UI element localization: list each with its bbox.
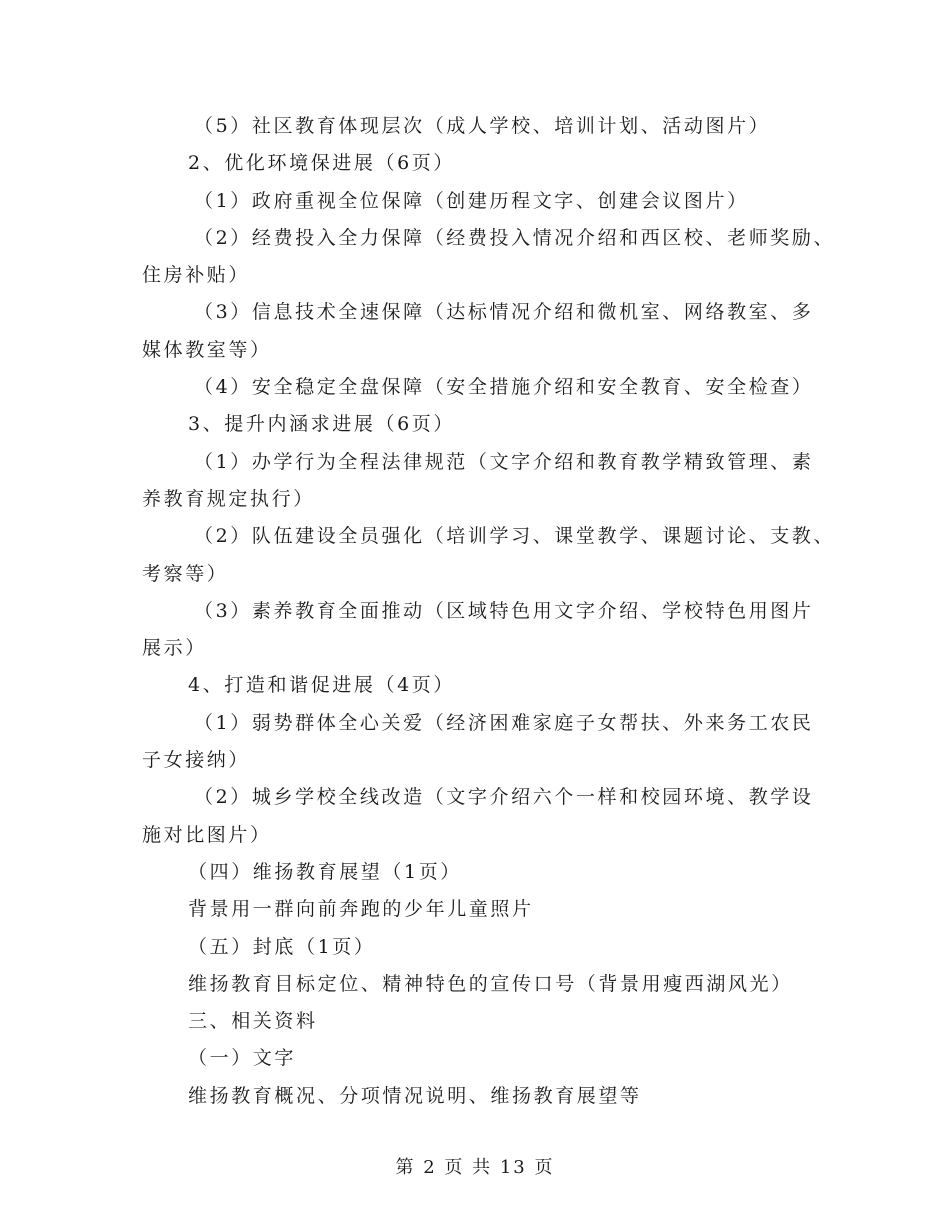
body-line: 维扬教育目标定位、精神特色的宣传口号（背景用瘦西湖风光） (188, 972, 793, 995)
section-heading: （五）封底（1页） (188, 935, 376, 958)
body-line: （1）政府重视全位保障（创建历程文字、创建会议图片） (194, 189, 749, 212)
body-line: （5）社区教育体现层次（成人学校、培训计划、活动图片） (194, 115, 771, 137)
body-line: （1）办学行为全程法律规范（文字介绍和教育教学精致管理、素 (194, 450, 814, 473)
body-line: 维扬教育概况、分项情况说明、维扬教育展望等 (188, 1084, 642, 1107)
body-line: （3）信息技术全速保障（达标情况介绍和微机室、网络教室、多 (194, 301, 814, 324)
body-line: （4）安全稳定全盘保障（安全措施介绍和安全教育、安全检查） (194, 376, 814, 399)
body-line: （1）弱势群体全心关爱（经济困难家庭子女帮扶、外来务工农民 (194, 711, 814, 734)
section-heading: 3、提升内涵求进展（6页） (188, 413, 455, 436)
body-line-continuation: 媒体教室等） (142, 338, 272, 361)
section-heading: （一）文字 (188, 1047, 297, 1070)
body-line-continuation: 子女接纳） (142, 749, 251, 772)
body-line: （2）城乡学校全线改造（文字介绍六个一样和校园环境、教学设 (194, 786, 814, 809)
section-heading: （四）维扬教育展望（1页） (188, 860, 462, 883)
body-line-continuation: 施对比图片） (142, 823, 272, 846)
body-line-continuation: 住房补贴） (142, 264, 251, 287)
page-number-footer: 第 2 页 共 13 页 (395, 1157, 555, 1178)
body-line-continuation: 考察等） (142, 562, 229, 585)
document-body (142, 108, 836, 1115)
section-heading: 三、相关资料 (188, 1010, 318, 1033)
body-line-continuation: 展示） (142, 637, 207, 660)
body-line: （2）队伍建设全员强化（培训学习、课堂教学、课题讨论、支教、 (194, 525, 836, 548)
section-heading: 4、打造和谐促进展（4页） (188, 674, 455, 697)
section-heading: 2、优化环境保进展（6页） (188, 152, 455, 175)
body-line: （3）素养教育全面推动（区域特色用文字介绍、学校特色用图片 (194, 599, 814, 622)
body-line: 背景用一群向前奔跑的少年儿童照片 (188, 898, 534, 921)
body-line-continuation: 养教育规定执行） (142, 487, 315, 510)
body-line: （2）经费投入全力保障（经费投入情况介绍和西区校、老师奖励、 (194, 226, 836, 249)
